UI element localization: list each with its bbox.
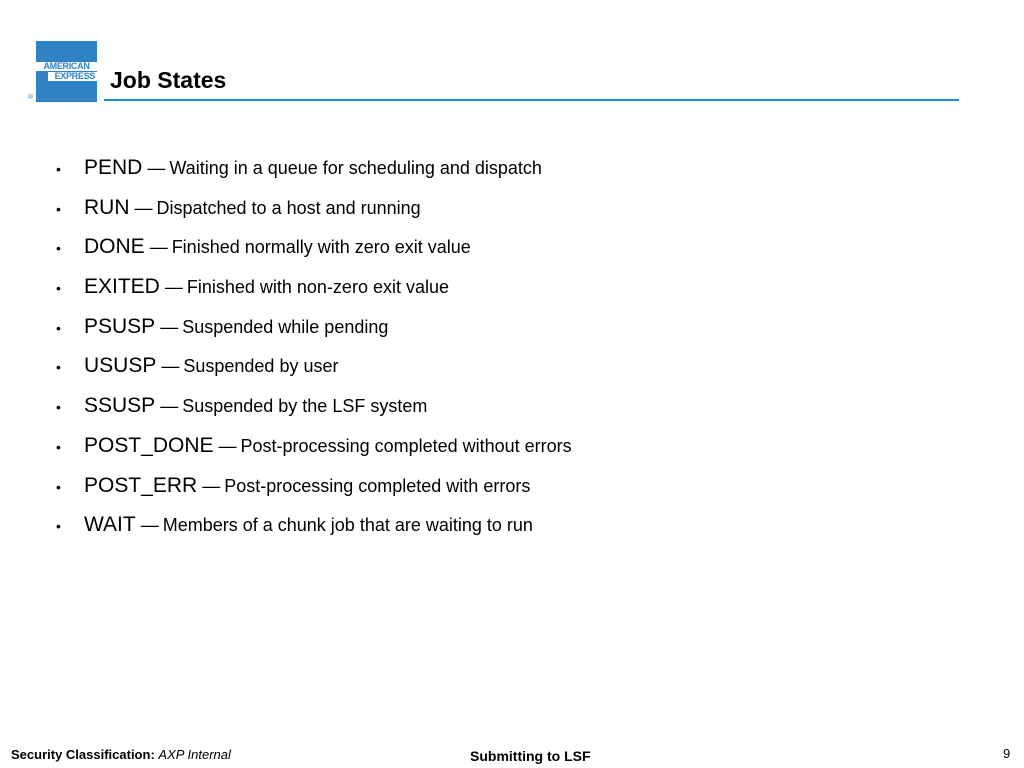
state-description: Suspended by user bbox=[183, 356, 339, 377]
list-item bbox=[54, 275, 572, 315]
bullet-icon: • bbox=[56, 518, 61, 535]
state-name: EXITED bbox=[84, 275, 160, 299]
em-dash-separator: — bbox=[202, 475, 221, 496]
state-description: Suspended by the LSF system bbox=[182, 396, 428, 417]
state-description: Finished with non-zero exit value bbox=[186, 277, 449, 298]
em-dash-separator: — bbox=[161, 356, 180, 377]
list-item bbox=[54, 354, 572, 394]
american-express-logo bbox=[36, 41, 97, 102]
em-dash-separator: — bbox=[160, 396, 179, 417]
bullet-icon: • bbox=[56, 161, 61, 177]
state-description: Members of a chunk job that are waiting to run bbox=[162, 515, 533, 536]
logo-wordmark bbox=[36, 61, 97, 82]
em-dash-separator: — bbox=[140, 515, 159, 536]
list-item bbox=[54, 315, 572, 355]
em-dash-separator: — bbox=[160, 316, 179, 337]
classification-label: Security Classification: bbox=[11, 747, 155, 762]
list-item bbox=[54, 513, 572, 553]
bullet-icon: • bbox=[56, 319, 61, 336]
em-dash-separator: — bbox=[164, 277, 183, 298]
state-name: POST_ERR bbox=[84, 473, 198, 497]
state-name: PEND bbox=[84, 156, 143, 179]
state-description: Waiting in a queue for scheduling and dispatch bbox=[169, 158, 542, 178]
list-item bbox=[54, 474, 572, 514]
state-description: Finished normally with zero exit value bbox=[171, 237, 471, 258]
footer-title: Submitting to LSF bbox=[470, 748, 591, 764]
slide-title: Job States bbox=[110, 67, 227, 93]
bullet-icon: • bbox=[56, 359, 61, 376]
em-dash-separator: — bbox=[149, 237, 168, 258]
list-item bbox=[54, 394, 572, 434]
state-name: DONE bbox=[84, 235, 145, 259]
classification-value: AXP Internal bbox=[158, 747, 231, 762]
bullet-icon: • bbox=[56, 399, 61, 416]
list-item bbox=[54, 196, 572, 236]
state-name: USUSP bbox=[84, 354, 157, 378]
bullet-icon: • bbox=[56, 200, 61, 217]
bullet-icon: • bbox=[56, 240, 61, 257]
page-number: 9 bbox=[1003, 746, 1011, 761]
state-name: SSUSP bbox=[84, 394, 156, 418]
state-name: RUN bbox=[84, 195, 130, 219]
state-description: Post-processing completed without errors bbox=[240, 435, 572, 456]
state-name: WAIT bbox=[84, 513, 136, 537]
logo-line-1: AMERICAN bbox=[36, 62, 97, 71]
state-name: POST_DONE bbox=[84, 433, 214, 457]
registered-mark: ® bbox=[28, 94, 34, 101]
bullet-icon: • bbox=[56, 478, 61, 495]
em-dash-separator: — bbox=[147, 158, 166, 178]
bullet-icon: • bbox=[56, 438, 61, 455]
list-item bbox=[54, 156, 572, 196]
bullet-icon: • bbox=[56, 280, 61, 297]
list-item bbox=[54, 235, 572, 275]
state-description: Post-processing completed with errors bbox=[224, 475, 531, 496]
job-states-list bbox=[54, 156, 572, 553]
state-description: Suspended while pending bbox=[182, 316, 389, 337]
logo-line-2: EXPRESS bbox=[48, 72, 97, 81]
em-dash-separator: — bbox=[218, 435, 237, 456]
state-description: Dispatched to a host and running bbox=[156, 197, 421, 218]
list-item bbox=[54, 434, 572, 474]
security-classification bbox=[11, 747, 231, 763]
em-dash-separator: — bbox=[134, 197, 153, 218]
title-underline bbox=[104, 99, 959, 101]
state-name: PSUSP bbox=[84, 314, 156, 338]
